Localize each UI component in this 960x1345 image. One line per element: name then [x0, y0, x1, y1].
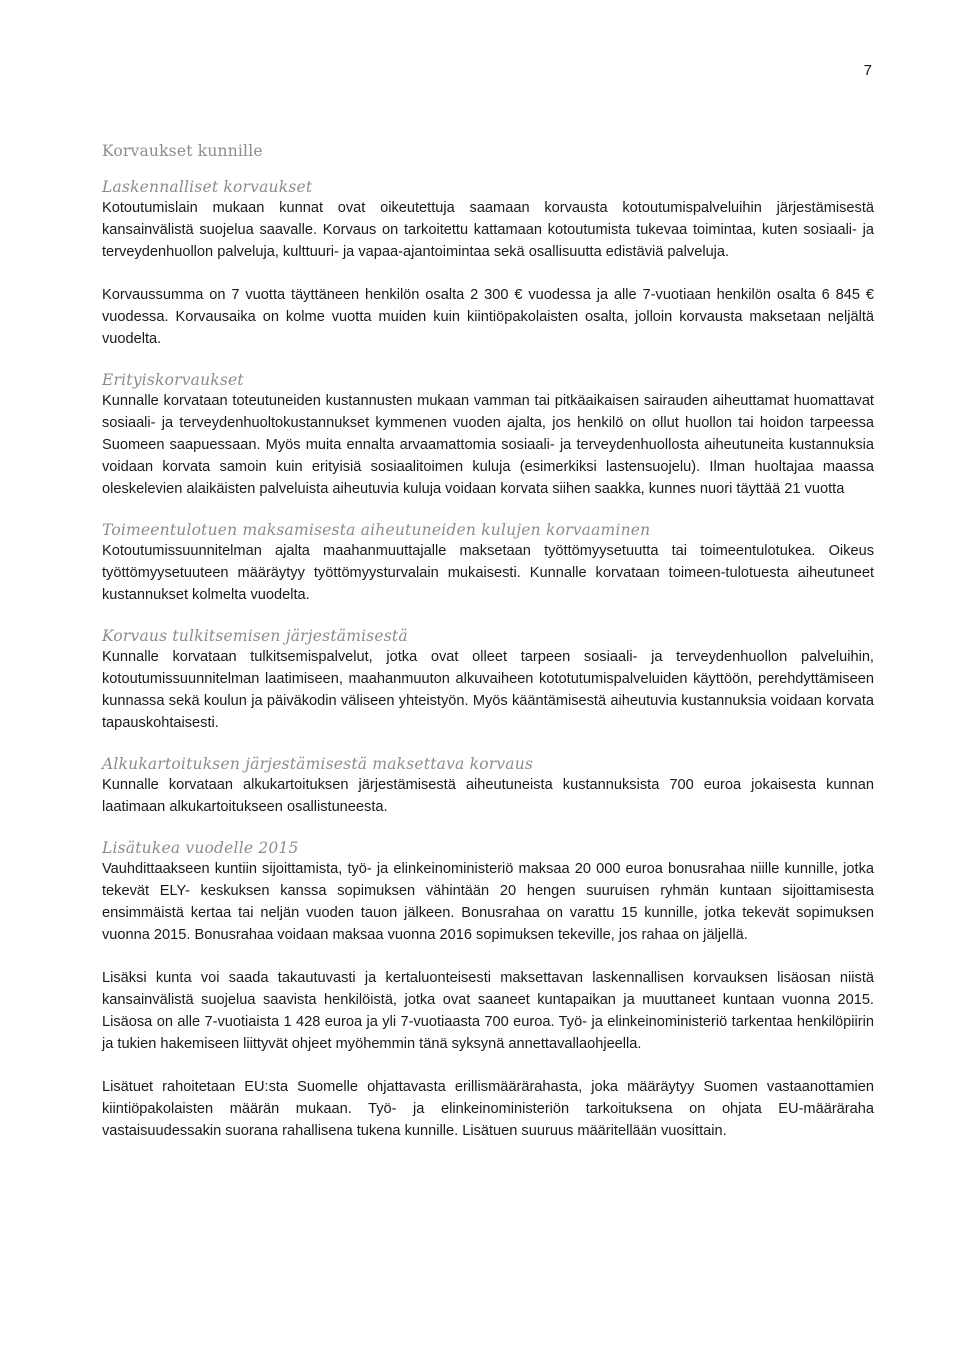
paragraph: Kotoutumislain mukaan kunnat ovat oikeutettuja saamaan korvausta kotoutumispalveluihin järjestämisestä kansainvälistä suojelua saavalle. Korvaus on tarkoitettu kattamaan kotoutumista tukevaa toimintaa, kuten sosiaali- ja terveydenhuollon palveluja, kulttuuri- ja vapaa-ajantoimintaa sekä osallisuutta edistäviä palveluja.: [102, 200, 874, 260]
section-heading: Lisätukea vuodelle 2015: [102, 839, 299, 857]
section-tulkitseminen: [102, 627, 874, 734]
section-heading: Korvaus tulkitsemisen järjestämisestä: [102, 627, 408, 645]
section-heading: Laskennalliset korvaukset: [102, 178, 313, 196]
paragraph: Kunnalle korvataan alkukartoituksen järjestämisestä aiheutuneista kustannuksista 700 euroa jokaisesta kunnan laatimaan alkukartoitukseen osallistuneesta.: [102, 777, 874, 815]
paragraph: Lisäksi kunta voi saada takautuvasti ja kertaluonteisesti maksettavan laskennallisen korvauksen lisäosan niistä kansainvälistä suojelua saavista henkilöistä, jotka ovat saaneet kuntapaikan ja muuttaneet kuntaan vuonna 2015. Lisäosa on alle 7-vuotiaista 1 428 euroa ja yli 7-vuotiaasta 700 euroa. Työ- ja elinkeinoministeriö tarkentaa henkilöpiirin ja tukien hakemiseen liittyvät ohjeet myöhemmin tänä syksynä annettavallaohjeella.: [102, 970, 874, 1052]
section-heading: Erityiskorvaukset: [102, 371, 244, 389]
paragraph: Kunnalle korvataan tulkitsemispalvelut, jotka ovat olleet tarpeen sosiaali- ja terveydenhuollon palveluihin, kotoutumissuunnitelman laatimiseen, maahanmuuton alkuvaiheen kototutumispalveluiden käyttöön, perehdyttämiseen kunnassa sekä koulun ja päiväkodin väliseen yhteistyön. Myös kääntämisestä aiheutuvia kustannuksia voidaan korvata tapauskohtaisesti.: [102, 649, 874, 731]
paragraph: Kotoutumissuunnitelman ajalta maahanmuuttajalle maksetaan työttömyysetuutta tai toimeentulotukea. Oikeus työttömyysetuuteen määräytyy työttömyysturvalain mukaisesti. Kunnalle korvataan toimeen-tulotuesta aiheutuneet kustannukset kolmelta vuodelta.: [102, 543, 874, 603]
paragraph: Vauhdittaakseen kuntiin sijoittamista, työ- ja elinkeinoministeriö maksaa 20 000 euroa bonusrahaa niille kunnille, jotka tekevät ELY- keskuksen kanssa sopimuksen vähintään 20 hengen suuruisen ryhmän kuntaan sijoittamisesta ensimmäistä kertaa tai neljän vuoden tauon jälkeen. Bonusrahaa on varattu 15 kunnille, jotka tekevät sopimuksen vuonna 2015. Bonusrahaa voidaan maksaa vuonna 2016 sopimuksen tekeville, jos rahaa on jäljellä.: [102, 861, 874, 943]
paragraph: Lisätuet rahoitetaan EU:sta Suomelle ohjattavasta erillismäärärahasta, joka määräytyy Suomen vastaanottamien kiintiöpakolaisten määrän mukaan. Työ- ja elinkeinoministeriön tarkoituksena on ohjata EU-määräraha vastaisuudessakin suorana rahallisena tukena kunnille. Lisätuen suuruus määritellään vuosittain.: [102, 1079, 874, 1139]
page-number: 7: [863, 62, 872, 79]
paragraph: Kunnalle korvataan toteutuneiden kustannusten mukaan vamman tai pitkäaikaisen sairauden aiheuttamat huomattavat sosiaali- ja terveydenhuoltokustannukset kymmenen vuoden ajalta, jos henkilö on ollut huollon tai hoidon tarpeessa Suomeen saapuessaan. Myös muita ennalta arvaamattomia sosiaali- ja terveydenhuollosta aiheutuneita kustannuksia voidaan korvata samoin kuin erityisiä sosiaalitoimen kuluja (esimerkiksi lastensuojelu). Ilman huoltajaa maassa oleskelevien alaikäisten palveluista aiheutuvia kuluja voidaan korvata siihen saakka, kunnes nuori täyttää 21 vuotta: [102, 393, 874, 497]
section-heading: Alkukartoituksen järjestämisestä maksettava korvaus: [102, 755, 534, 773]
document-body: [102, 142, 874, 1163]
section-heading: Toimeentulotuen maksamisesta aiheutuneiden kulujen korvaaminen: [102, 521, 651, 539]
section-lisatuki-2015: [102, 839, 874, 1142]
paragraph: Korvaussumma on 7 vuotta täyttäneen henkilön osalta 2 300 € vuodessa ja alle 7-vuotiaan henkilön osalta 6 845 € vuodessa. Korvausaika on kolme vuotta muiden kuin kiintiöpakolaisten osalta, jolloin korvausta maksetaan neljältä vuodelta.: [102, 287, 874, 347]
section-alkukartoitus: [102, 755, 874, 818]
section-laskennalliset-korvaukset: [102, 178, 874, 350]
section-erityiskorvaukset: [102, 371, 874, 500]
section-toimeentulotuki: [102, 521, 874, 606]
page-title: Korvaukset kunnille: [102, 142, 263, 160]
